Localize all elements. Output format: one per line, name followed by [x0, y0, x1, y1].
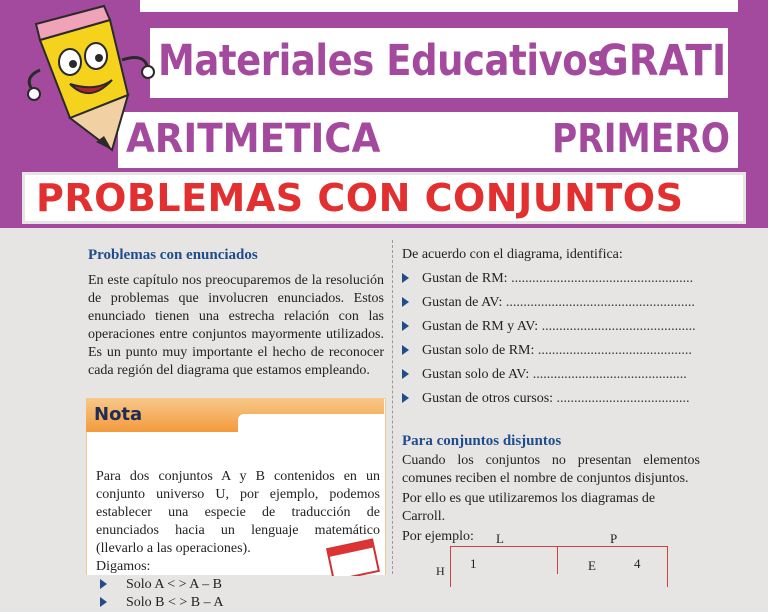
identify-list [402, 270, 700, 414]
list-item [402, 366, 700, 390]
list-item [402, 390, 700, 414]
left-column [88, 246, 384, 380]
bullet-icon [402, 345, 409, 355]
item-blank: ............................................ [541, 319, 696, 334]
identify-intro: De acuerdo con el diagrama, identifica: [402, 247, 623, 262]
item-blank: ...................................................... [505, 295, 695, 310]
disjuntos-paragraph: Cuando los conjuntos no presentan elementos comunes reciben el nombre de conjuntos disjuntos. [402, 453, 700, 486]
bullet-icon [100, 579, 107, 589]
list-item [402, 318, 700, 342]
item-label: Gustan de RM y AV: [422, 319, 539, 334]
bullet-icon [100, 597, 107, 607]
gratis-label: GRATIS [597, 36, 755, 86]
list-item [402, 270, 700, 294]
list-item [100, 576, 380, 594]
bullet-icon [402, 393, 409, 403]
brand-title: Materiales Educativos [158, 36, 609, 86]
item-label: Gustan de otros cursos: [422, 391, 554, 406]
diagram-cell-1: 1 [470, 556, 477, 571]
diagram-col-l: L [496, 531, 504, 546]
carroll-line: Por ello es que utilizaremos los diagramas de Carroll. [402, 491, 656, 524]
bullet-text: Solo A < > A – B [126, 577, 222, 592]
grade-label: PRIMERO [552, 116, 730, 162]
bullet-text: Solo B < > B – A [126, 595, 224, 610]
diagram-col-p: P [610, 531, 618, 546]
digamos-label: Digamos: [96, 559, 151, 574]
column-divider [392, 240, 393, 574]
top-strip [140, 0, 738, 12]
bullet-icon [402, 297, 409, 307]
item-blank: ............................................ [537, 343, 692, 358]
diagram-cell-4: 4 [634, 556, 641, 571]
right-column [402, 246, 700, 546]
item-label: Gustan solo de RM: [422, 343, 535, 358]
nota-paragraph: Para dos conjuntos A y B contenidos en un conjunto universo U, por ejemplo, podemos establecer una especie de traducción de enunciados hacia un lenguaje matemático (llevarlo a las operaciones). [96, 469, 380, 556]
list-item [402, 294, 700, 318]
page-title: PROBLEMAS CON CONJUNTOS [36, 176, 684, 220]
section-heading-disjuntos: Para conjuntos disjuntos [402, 433, 562, 449]
header-banner [0, 0, 768, 228]
carroll-divider [557, 546, 558, 574]
section-heading-enunciados: Problemas con enunciados [88, 247, 258, 263]
pencil-mascot-icon [0, 0, 160, 170]
nota-label: Nota [94, 404, 143, 425]
bullet-icon [402, 321, 409, 331]
item-label: Gustan de RM: [422, 271, 508, 286]
bullet-icon [402, 273, 409, 283]
diagram-row-h: H [436, 564, 445, 578]
item-blank: ...................................... [556, 391, 690, 406]
item-blank: .................................................... [511, 271, 694, 286]
item-label: Gustan solo de AV: [422, 367, 530, 382]
subject-label: ARITMETICA [126, 116, 381, 162]
example-label: Por ejemplo: [402, 529, 474, 544]
nota-tab [238, 414, 384, 434]
calendar-icon [326, 536, 380, 576]
intro-paragraph: En este capítulo nos preocuparemos de la resolución de problemas que involucren enunciados. Estos enunciado tienen una estrecha relación con las operaciones entre conjuntos mayormente utilizados. Es un punto muy importante el hecho de reconocer cada región del diagrama que estamos empleando. [88, 273, 384, 378]
list-item [402, 342, 700, 366]
bullet-icon [402, 369, 409, 379]
list-item [100, 594, 380, 612]
diagram-cell-e: E [588, 558, 596, 573]
item-label: Gustan de AV: [422, 295, 503, 310]
item-blank: ............................................ [532, 367, 687, 382]
